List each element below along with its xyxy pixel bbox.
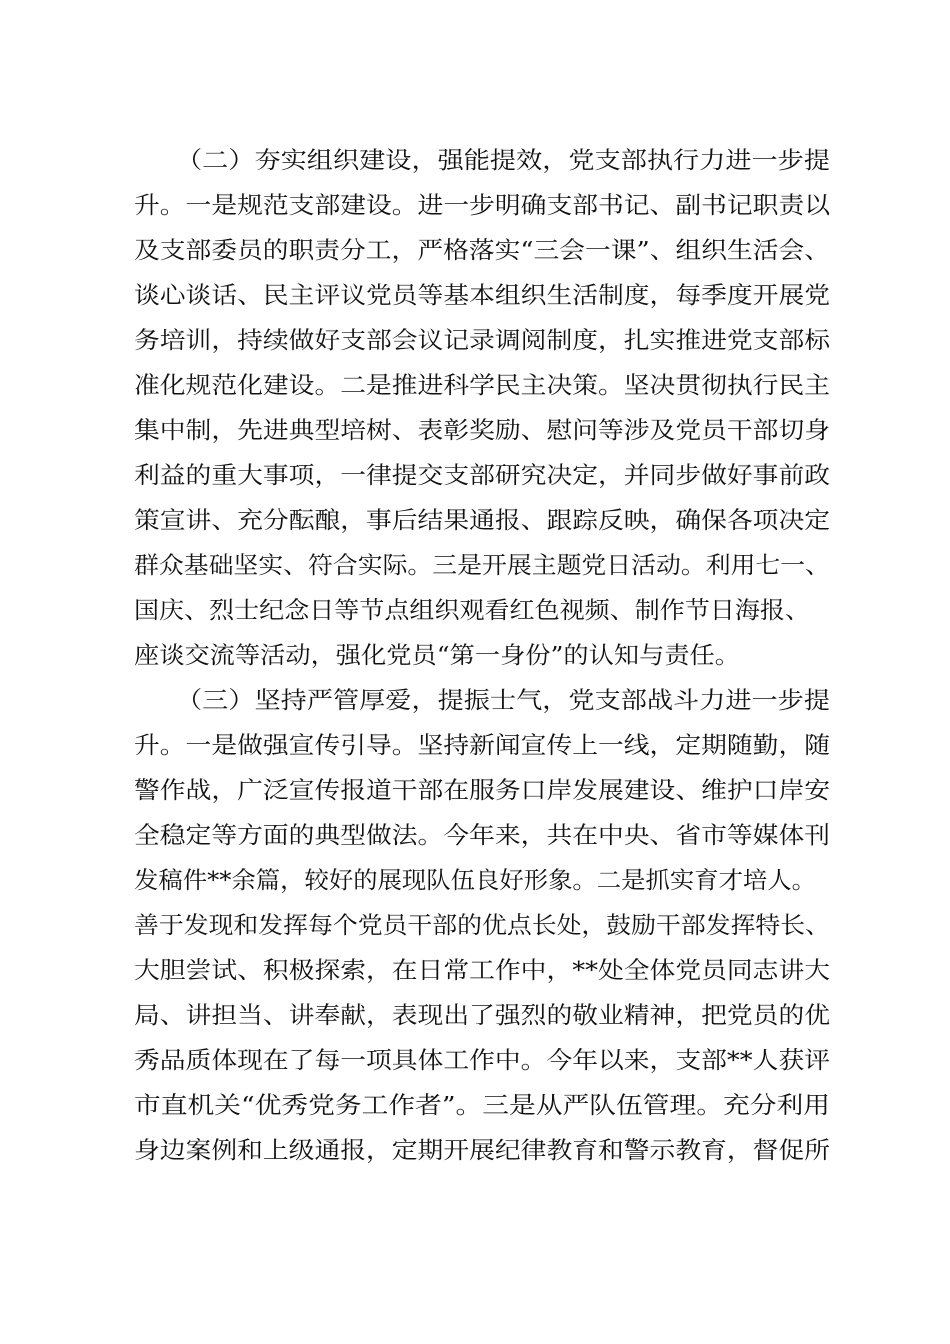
paragraph-1-line-10: 群众基础坚实、符合实际。三是开展主题党日活动。利用七一、 [134,551,830,579]
paragraph-2-line-8: 局、讲担当、讲奉献，表现出了强烈的敬业精神，把党员的优 [134,1001,830,1029]
paragraph-2-line-2: 升。一是做强宣传引导。坚持新闻宣传上一线，定期随勤，随 [134,731,830,759]
paragraph-2-line-3: 警作战，广泛宣传报道干部在服务口岸发展建设、维护口岸安 [134,776,830,804]
paragraph-1-line-4: 谈心谈话、民主评议党员等基本组织生活制度，每季度开展党 [134,281,830,309]
paragraph-1-line-1: （二）夯实组织建设，强能提效，党支部执行力进一步提 [176,146,830,174]
paragraph-2-line-10: 市直机关“优秀党务工作者”。三是从严队伍管理。充分利用 [134,1091,830,1119]
paragraph-1-line-2: 升。一是规范支部建设。进一步明确支部书记、副书记职责以 [134,191,830,219]
paragraph-2-line-1: （三）坚持严管厚爱，提振士气，党支部战斗力进一步提 [176,686,830,714]
paragraph-2-line-11: 身边案例和上级通报，定期开展纪律教育和警示教育，督促所 [134,1136,830,1164]
paragraph-1-line-6: 准化规范化建设。二是推进科学民主决策。坚决贯彻执行民主 [134,371,830,399]
paragraph-2-line-4: 全稳定等方面的典型做法。今年来，共在中央、省市等媒体刊 [134,821,830,849]
paragraph-1-line-7: 集中制，先进典型培树、表彰奖励、慰问等涉及党员干部切身 [134,416,830,444]
paragraph-1-line-3: 及支部委员的职责分工，严格落实“三会一课”、组织生活会、 [134,236,830,264]
paragraph-1-line-11: 国庆、烈士纪念日等节点组织观看红色视频、制作节日海报、 [134,596,810,624]
paragraph-2-line-6: 善于发现和发挥每个党员干部的优点长处，鼓励干部发挥特长、 [134,911,830,939]
paragraph-1-line-9: 策宣讲、充分酝酿，事后结果通报、跟踪反映，确保各项决定 [134,506,830,534]
paragraph-1-line-12: 座谈交流等活动，强化党员“第一身份”的认知与责任。 [134,641,740,669]
paragraph-1-line-8: 利益的重大事项，一律提交支部研究决定，并同步做好事前政 [134,461,830,489]
paragraph-2-line-5: 发稿件**余篇，较好的展现队伍良好形象。二是抓实育才培人。 [134,866,816,894]
paragraph-2-line-9: 秀品质体现在了每一项具体工作中。今年以来，支部**人获评 [134,1046,830,1074]
paragraph-2-line-7: 大胆尝试、积极探索，在日常工作中，**处全体党员同志讲大 [134,956,830,984]
paragraph-1-line-5: 务培训，持续做好支部会议记录调阅制度，扎实推进党支部标 [134,326,830,354]
